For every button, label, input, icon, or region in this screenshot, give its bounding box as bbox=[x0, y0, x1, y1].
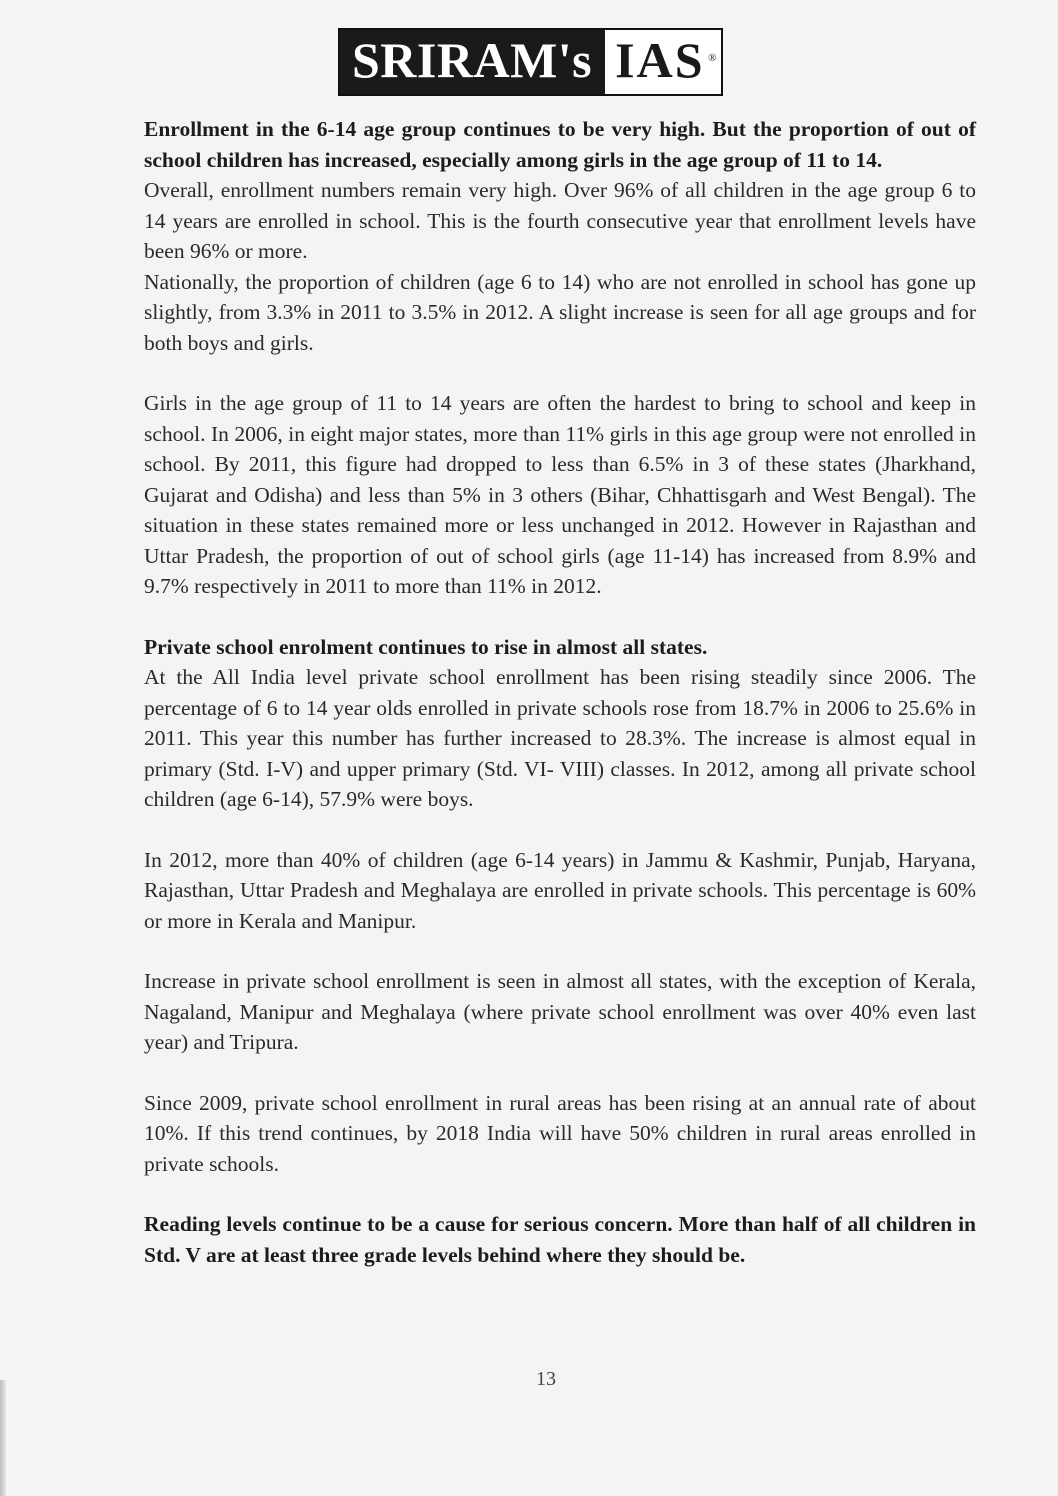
document-body bbox=[144, 114, 976, 1270]
paragraph: At the All India level private school enrollment has been rising steadily since 2006. The percentage of 6 to 14 year olds enrolled in private schools rose from 18.7% in 2006 to 25.6% in 2011. This year this number has further increased to 28.3%. The increase is almost equal in primary (Std. I-V) and upper primary (Std. VI- VIII) classes. In 2012, among all private school children (age 6-14), 57.9% were boys. bbox=[144, 665, 976, 811]
paragraph: Since 2009, private school enrollment in rural areas has been rising at an annual rate of about 10%. If this trend continues, by 2018 India will have 50% children in rural areas enrolled in private schools. bbox=[144, 1090, 976, 1176]
page-number: 13 bbox=[536, 1368, 556, 1390]
section-heading-reading-levels: Reading levels continue to be a cause for serious concern. More than half of all children in Std. V are at least three grade levels behind where they should be. bbox=[144, 1212, 976, 1267]
brand-logo bbox=[338, 28, 723, 96]
section-heading-private-school: Private school enrolment continues to rise in almost all states. bbox=[144, 634, 708, 659]
paragraph: Overall, enrollment numbers remain very high. Over 96% of all children in the age group 6 to 14 years are enrolled in school. This is the fourth consecutive year that enrollment levels have been 96% or more. bbox=[144, 178, 976, 263]
paragraph: Increase in private school enrollment is seen in almost all states, with the exception of Kerala, Nagaland, Manipur and Meghalaya (where private school enrollment was over 40% even last year) and Tripura. bbox=[144, 969, 976, 1054]
logo-text-left: SRIRAM's bbox=[340, 30, 602, 94]
logo-text-right: IAS ® bbox=[602, 30, 720, 94]
registered-mark: ® bbox=[708, 52, 719, 64]
paragraph: In 2012, more than 40% of children (age 6-14 years) in Jammu & Kashmir, Punjab, Haryana, Rajasthan, Uttar Pradesh and Meghalaya are enrolled in private schools. This percentage is 60% or more in Kerala and Manipur. bbox=[144, 847, 976, 933]
scan-edge bbox=[0, 1380, 6, 1496]
paragraph: Girls in the age group of 11 to 14 years are often the hardest to bring to school and keep in school. In 2006, in eight major states, more than 11% girls in this age group were not enrolled in school. By 2011, this figure had dropped to less than 6.5% in 3 of these states (Jharkhand, Gujarat and Odisha) and less than 5% in 3 others (Bihar, Chhattisgarh and West Bengal). The situation in these states remained more or less unchanged in 2012. However in Rajasthan and Uttar Pradesh, the proportion of out of school girls (age 11-14) has increased from 8.9% and 9.7% respectively in 2011 to more than 11% in 2012. bbox=[144, 391, 976, 598]
section-heading-enrollment: Enrollment in the 6-14 age group continues to be very high. But the proportion of out of school children has increased, especially among girls in the age group of 11 to 14. bbox=[144, 117, 976, 172]
paragraph: Nationally, the proportion of children (age 6 to 14) who are not enrolled in school has gone up slightly, from 3.3% in 2011 to 3.5% in 2012. A slight increase is seen for all age groups and for both boys and girls. bbox=[144, 269, 976, 355]
